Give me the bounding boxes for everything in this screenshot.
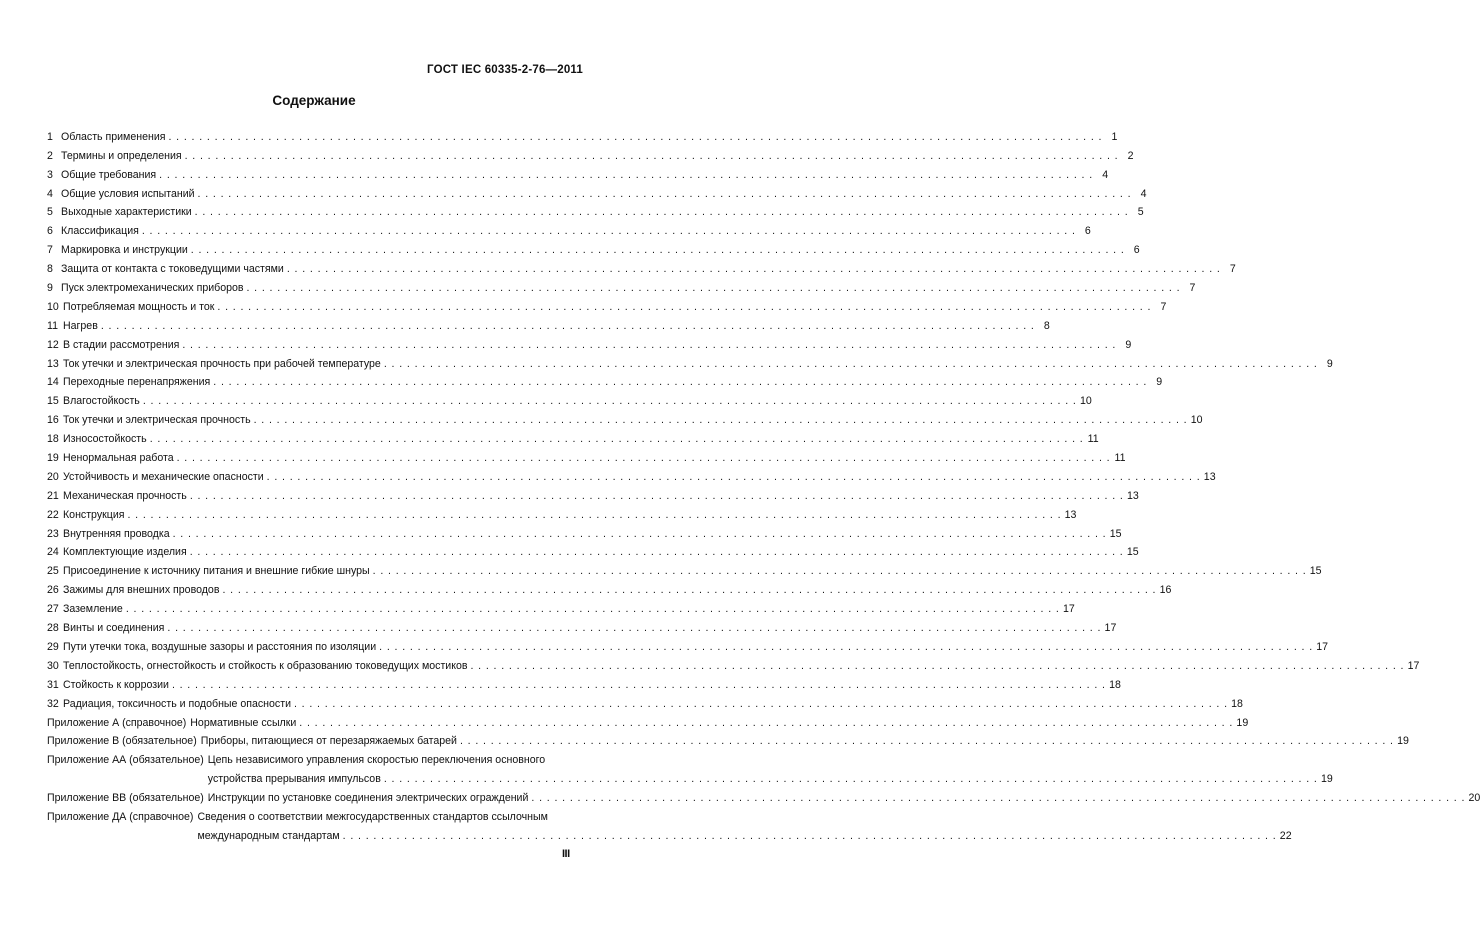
toc-entry-number: 11 xyxy=(47,319,58,332)
toc-entry[interactable] xyxy=(47,615,1117,635)
toc-entry[interactable] xyxy=(47,596,1075,616)
toc-entry-page: 13 xyxy=(1064,508,1077,521)
toc-entry-page: 7 xyxy=(1229,263,1236,276)
toc-leader-dots xyxy=(177,452,1111,464)
toc-leader-dots xyxy=(294,698,1228,710)
toc-entry-number: 28 xyxy=(47,622,59,635)
toc-entry[interactable] xyxy=(47,634,1329,653)
toc-entry-label: Маркировка и инструкции xyxy=(61,244,188,257)
appendix-designation: Приложение ДА (справочное) xyxy=(47,810,194,823)
toc-entry-number: 32 xyxy=(47,697,59,710)
toc-entry-number: 3 xyxy=(47,168,53,181)
toc-entry-page: 15 xyxy=(1126,546,1139,559)
toc-entry-page: 8 xyxy=(1043,319,1050,332)
toc-entry-label: Область применения xyxy=(61,130,166,143)
toc-entry-number: 4 xyxy=(47,187,53,200)
appendix-title-line1: Цепь независимого управления скоростью переключения основного xyxy=(207,754,546,767)
toc-leader-dots xyxy=(195,206,1129,218)
appendix-page: 20 xyxy=(1468,792,1480,805)
appendix-designation: Приложение АА (обязательное) xyxy=(47,754,204,767)
toc-entry-label: Ненормальная работа xyxy=(63,452,174,465)
toc-leader-dots xyxy=(167,622,1101,634)
toc-entry[interactable] xyxy=(47,407,1203,427)
appendix-body xyxy=(208,785,1480,804)
toc-entry-page: 1 xyxy=(1111,130,1118,143)
toc-leader-dots xyxy=(531,792,1465,804)
toc-appendix-entry[interactable] xyxy=(47,729,1409,748)
toc-entry-page: 18 xyxy=(1231,697,1243,710)
toc-entry-page: 17 xyxy=(1316,640,1329,653)
toc-leader-dots xyxy=(373,565,1307,577)
page-title: Содержание xyxy=(272,93,356,108)
toc-entry-page: 10 xyxy=(1190,414,1203,427)
toc-leader-dots xyxy=(254,414,1188,426)
toc-entry-label: Потребляемая мощность и ток xyxy=(63,300,215,313)
toc-entry[interactable] xyxy=(47,294,1167,313)
toc-entry-label: Зажимы для внешних проводов xyxy=(63,584,220,597)
appendix-body xyxy=(208,747,1333,785)
toc-leader-dots xyxy=(142,225,1076,237)
toc-entry[interactable] xyxy=(47,672,1121,691)
toc-entry[interactable] xyxy=(47,558,1322,578)
toc-entry-label: Винты и соединения xyxy=(63,622,165,635)
toc-entry-label: Комплектующие изделия xyxy=(63,546,187,559)
toc-entry-page: 9 xyxy=(1125,338,1132,351)
toc-leader-dots xyxy=(168,131,1102,143)
toc-entry-label: Конструкция xyxy=(63,508,125,521)
toc-leader-dots xyxy=(128,509,1062,521)
toc-entry-page: 15 xyxy=(1309,565,1322,578)
appendix-title: Приборы, питающиеся от перезаряжаемых батарей xyxy=(200,735,457,748)
toc-leader-dots xyxy=(287,263,1221,275)
toc-entry-page: 4 xyxy=(1140,187,1147,200)
appendix-designation: Приложение В (обязательное) xyxy=(47,735,197,748)
toc-leader-dots xyxy=(267,471,1201,483)
appendix-designation: Приложение А (справочное) xyxy=(47,716,187,729)
toc-leader-dots xyxy=(470,660,1404,672)
toc-entry-number: 23 xyxy=(47,527,59,540)
toc-entry[interactable] xyxy=(47,445,1126,465)
appendix-page: 19 xyxy=(1397,735,1409,748)
toc-appendix-entry[interactable] xyxy=(47,804,1292,842)
toc-entry[interactable] xyxy=(47,577,1172,597)
page-number-footer: III xyxy=(562,848,570,860)
toc-entry-number: 10 xyxy=(47,300,59,313)
toc-leader-dots xyxy=(217,301,1151,313)
toc-entry[interactable] xyxy=(47,464,1216,483)
toc-entry[interactable] xyxy=(47,256,1236,276)
toc-entry-label: Устойчивость и механические опасности xyxy=(63,470,264,483)
toc-leader-dots xyxy=(222,584,1156,596)
toc-entry-number: 19 xyxy=(47,452,59,465)
toc-entry-page: 4 xyxy=(1102,168,1109,181)
toc-entry[interactable] xyxy=(47,162,1109,181)
toc-leader-dots xyxy=(299,717,1233,729)
toc-leader-dots xyxy=(185,150,1119,162)
toc-leader-dots xyxy=(126,603,1060,615)
toc-entry[interactable] xyxy=(47,313,1050,332)
toc-entry-page: 13 xyxy=(1203,470,1216,483)
toc-entry-number: 14 xyxy=(47,376,59,389)
toc-entry-number: 5 xyxy=(47,206,53,219)
toc-leader-dots xyxy=(198,188,1132,200)
toc-entry-number: 12 xyxy=(47,338,59,351)
toc-leader-dots xyxy=(101,320,1035,332)
toc-entry-page: 6 xyxy=(1133,244,1140,257)
toc-entry-label: В стадии рассмотрения xyxy=(63,338,180,351)
toc-entry-label: Влагостойкость xyxy=(63,395,140,408)
toc-entry-label: Радиация, токсичность и подобные опасности xyxy=(63,697,291,710)
toc-leader-dots xyxy=(159,169,1093,181)
toc-entry-page: 7 xyxy=(1160,300,1167,313)
toc-entry-page: 9 xyxy=(1326,357,1333,370)
toc-leader-dots xyxy=(384,773,1318,785)
toc-entry-number: 13 xyxy=(47,357,59,370)
toc-entry-number: 26 xyxy=(47,584,59,597)
toc-entry-label: Защита от контакта с токоведущими частями xyxy=(61,263,284,276)
appendix-title-line1: Сведения о соответствии межгосударственных стандартов ссылочным xyxy=(197,810,548,823)
toc-entry-page: 17 xyxy=(1104,622,1117,635)
toc-entry[interactable] xyxy=(47,540,1139,559)
toc-entry-page: 13 xyxy=(1126,489,1139,502)
toc-entry-number: 18 xyxy=(47,433,59,446)
toc-entry-number: 24 xyxy=(47,546,59,559)
toc-entry-label: Ток утечки и электрическая прочность при рабочей температуре xyxy=(63,357,381,370)
toc-entry[interactable] xyxy=(47,426,1099,446)
toc-leader-dots xyxy=(460,735,1394,747)
toc-leader-dots xyxy=(213,376,1147,388)
appendix-title: Инструкции по установке соединения электрических ограждений xyxy=(207,792,529,805)
toc-entry[interactable] xyxy=(47,124,1118,143)
toc-leader-dots xyxy=(247,282,1181,294)
toc-entry-number: 2 xyxy=(47,149,53,162)
toc-entry-label: Заземление xyxy=(63,603,123,616)
appendix-body xyxy=(197,804,1291,842)
toc-leader-dots xyxy=(379,641,1313,653)
toc-entry[interactable] xyxy=(47,218,1091,238)
toc-entry-label: Пуск электромеханических приборов xyxy=(61,282,244,295)
toc-entry-number: 8 xyxy=(47,263,53,276)
toc-appendix-entry[interactable] xyxy=(47,785,1480,805)
toc-entry[interactable] xyxy=(47,275,1196,295)
toc-entry-page: 10 xyxy=(1079,395,1092,408)
toc-appendix-entry[interactable] xyxy=(47,747,1333,786)
appendix-page: 19 xyxy=(1320,773,1333,786)
toc-entry-number: 1 xyxy=(47,130,53,143)
toc-entry-label: Механическая прочность xyxy=(63,489,187,502)
toc-entry-number: 31 xyxy=(47,678,59,691)
toc-entry-page: 7 xyxy=(1189,282,1196,295)
toc-entry[interactable] xyxy=(47,332,1132,351)
document-code-header: ГОСТ IEC 60335-2-76—2011 xyxy=(427,64,583,76)
toc-entry-label: Переходные перенапряжения xyxy=(63,376,211,389)
toc-entry[interactable] xyxy=(47,521,1122,540)
toc-entry-label: Пути утечки тока, воздушные зазоры и расстояния по изоляции xyxy=(63,640,377,653)
toc-entry-label: Присоединение к источнику питания и внешние гибкие шнуры xyxy=(63,565,370,578)
toc-entry[interactable] xyxy=(47,143,1134,162)
toc-entry[interactable] xyxy=(47,370,1163,389)
toc-entry-page: 9 xyxy=(1156,376,1163,389)
toc-entry-number: 29 xyxy=(47,640,59,653)
toc-entry-number: 16 xyxy=(47,414,59,427)
toc-entry-label: Нагрев xyxy=(63,319,98,332)
toc-appendix-entry[interactable] xyxy=(47,710,1249,729)
toc-entry[interactable] xyxy=(47,181,1147,200)
toc-leader-dots xyxy=(172,679,1106,691)
toc-entry-page: 18 xyxy=(1109,678,1121,691)
toc-entry-number: 9 xyxy=(47,282,53,295)
toc-entry-label: Износостойкость xyxy=(63,433,147,446)
toc-entry[interactable] xyxy=(47,691,1243,710)
toc-entry-number: 20 xyxy=(47,470,59,483)
toc-leader-dots xyxy=(173,528,1107,540)
toc-entry-page: 11 xyxy=(1114,452,1126,465)
toc-entry-page: 17 xyxy=(1407,659,1420,672)
toc-entry-number: 27 xyxy=(47,603,59,616)
toc-entry[interactable] xyxy=(47,200,1144,219)
toc-leader-dots xyxy=(190,490,1124,502)
toc-entry-label: Выходные характеристики xyxy=(61,206,192,219)
toc-entry[interactable] xyxy=(47,483,1139,502)
toc-entry-number: 21 xyxy=(47,489,59,502)
toc-leader-dots xyxy=(191,244,1125,256)
toc-leader-dots xyxy=(343,830,1277,842)
toc-entry-number: 15 xyxy=(47,395,59,408)
toc-leader-dots xyxy=(150,433,1084,445)
toc-leader-dots xyxy=(182,339,1116,351)
toc-entry-page: 15 xyxy=(1109,527,1122,540)
toc-entry-label: Классификация xyxy=(61,225,139,238)
toc-entry-label: Общие условия испытаний xyxy=(61,187,195,200)
toc-entry-label: Ток утечки и электрическая прочность xyxy=(63,414,251,427)
toc-entry-page: 17 xyxy=(1062,603,1075,616)
toc-entry-number: 6 xyxy=(47,225,53,238)
toc-leader-dots xyxy=(143,395,1077,407)
toc-entry-label: Теплостойкость, огнестойкость и стойкость к образованию токоведущих мостиков xyxy=(63,659,468,672)
toc-entry[interactable] xyxy=(47,237,1140,257)
toc-entry-label: Термины и определения xyxy=(61,149,182,162)
toc-entry-label: Общие требования xyxy=(61,168,157,181)
toc-leader-dots xyxy=(190,546,1124,558)
appendix-designation: Приложение ВВ (обязательное) xyxy=(47,792,204,805)
appendix-title: Нормативные ссылки xyxy=(190,716,297,729)
table-of-contents xyxy=(47,124,1480,842)
toc-entry-number: 22 xyxy=(47,508,59,521)
toc-entry[interactable] xyxy=(47,351,1333,370)
toc-leader-dots xyxy=(384,358,1318,370)
toc-entry-number: 25 xyxy=(47,565,59,578)
appendix-body xyxy=(190,710,1248,729)
toc-entry-page: 6 xyxy=(1084,225,1091,238)
toc-entry-page: 11 xyxy=(1087,433,1099,446)
toc-entry-number: 30 xyxy=(47,659,59,672)
toc-entry[interactable] xyxy=(47,653,1420,672)
toc-entry[interactable] xyxy=(47,502,1077,521)
appendix-title-line2: международным стандартам xyxy=(197,829,340,842)
toc-entry-number: 7 xyxy=(47,244,53,257)
appendix-page: 22 xyxy=(1279,829,1292,842)
appendix-page: 19 xyxy=(1236,716,1249,729)
toc-entry-page: 16 xyxy=(1159,584,1172,597)
toc-entry-page: 2 xyxy=(1127,149,1134,162)
appendix-title-line2: устройства прерывания импульсов xyxy=(207,773,381,786)
appendix-body xyxy=(201,729,1409,748)
toc-entry-label: Внутренняя проводка xyxy=(63,527,170,540)
toc-entry[interactable] xyxy=(47,388,1092,408)
toc-entry-page: 5 xyxy=(1137,206,1144,219)
toc-entry-label: Стойкость к коррозии xyxy=(63,678,169,691)
